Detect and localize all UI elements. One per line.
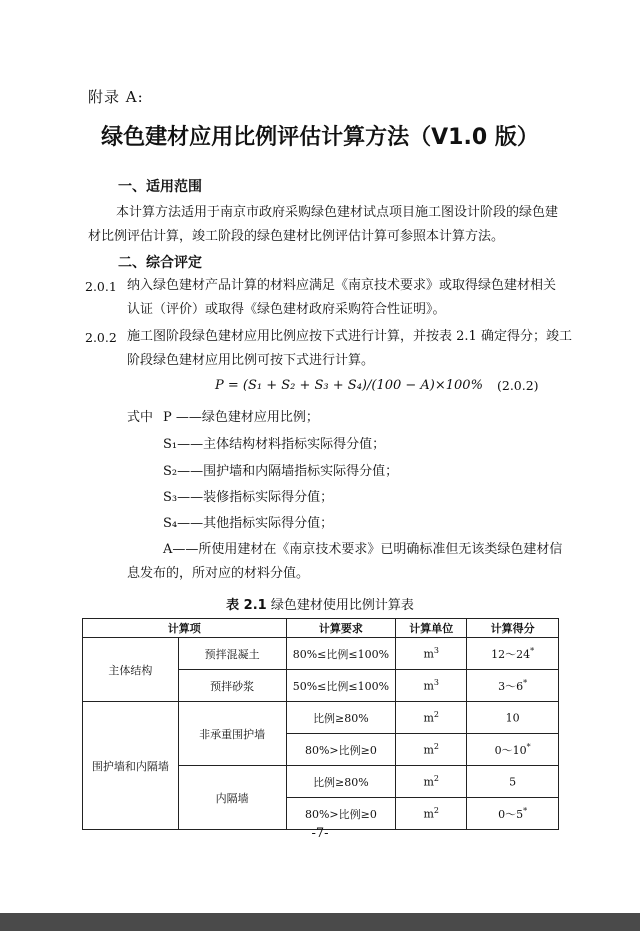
definition-a: A——所使用建材在《南京技术要求》已明确标准但无该类绿色建材信 <box>163 542 563 557</box>
definition-s1: S₁——主体结构材料指标实际得分值； <box>163 437 386 452</box>
table-caption <box>0 594 640 613</box>
item2-line2: 阶段绿色建材应用比例可按下式进行计算。 <box>127 353 375 368</box>
header-item: 计算项 <box>83 619 287 638</box>
row-unit: $m^2$ <box>396 766 467 798</box>
definition-s2: S₂——围护墙和内隔墙指标实际得分值； <box>163 464 399 479</box>
item2-line1: 施工图阶段绿色建材应用比例应按下式进行计算，并按表 2.1 确定得分；竣工 <box>127 329 572 344</box>
row-unit: $m^3$ <box>396 638 467 670</box>
row-requirement: 比例≥80% <box>286 702 396 734</box>
section1-line2: 材比例评估计算，竣工阶段的绿色建材比例评估计算可参照本计算方法。 <box>88 229 505 244</box>
item2-number: 2.0.2 <box>85 330 117 345</box>
row-score: 10 <box>467 702 559 734</box>
row-requirement: 比例≥80% <box>286 766 396 798</box>
table-row <box>83 638 559 670</box>
definition-s3: S₃——装修指标实际得分值； <box>163 490 334 505</box>
section1-line1: 本计算方法适用于南京市政府采购绿色建材试点项目施工图设计阶段的绿色建 <box>116 205 559 220</box>
section1-heading: 一、适用范围 <box>118 179 202 195</box>
sub-nonbearing-wall: 非承重围护墙 <box>178 702 286 766</box>
sub-inner-wall: 内隔墙 <box>178 766 286 830</box>
row-unit: $m^2$ <box>396 702 467 734</box>
definition-s4: S₄——其他指标实际得分值； <box>163 516 334 531</box>
formula: P = (S₁ + S₂ + S₃ + S₄)/(100 − A)×100% <box>215 378 483 393</box>
row-item: 预拌砂浆 <box>178 670 286 702</box>
appendix-label: 附录 A: <box>88 88 144 106</box>
row-unit: $m^2$ <box>396 734 467 766</box>
header-requirement: 计算要求 <box>286 619 396 638</box>
page-title: 绿色建材应用比例评估计算方法（V1.0 版） <box>101 125 539 150</box>
section2-heading: 二、综合评定 <box>118 255 202 271</box>
header-score: 计算得分 <box>467 619 559 638</box>
item1-number: 2.0.1 <box>85 279 117 294</box>
score-table <box>82 618 559 830</box>
item1-line1: 纳入绿色建材产品计算的材料应满足《南京技术要求》或取得绿色建材相关 <box>127 278 557 293</box>
row-requirement: 80%≤比例≤100% <box>286 638 396 670</box>
row-unit: $m^3$ <box>396 670 467 702</box>
row-requirement: 50%≤比例≤100% <box>286 670 396 702</box>
group-walls: 围护墙和内隔墙 <box>83 702 179 830</box>
row-score: 3～6* <box>467 670 559 702</box>
table-header-row <box>83 619 559 638</box>
formula-number: (2.0.2) <box>497 378 539 393</box>
row-score: 12～24* <box>467 638 559 670</box>
item1-line2: 认证（评价）或取得《绿色建材政府采购符合性证明》。 <box>127 302 446 317</box>
table-caption-text: 绿色建材使用比例计算表 <box>270 598 414 613</box>
table-caption-number: 表 2.1 <box>226 598 267 613</box>
header-unit: 计算单位 <box>396 619 467 638</box>
row-score: 5 <box>467 766 559 798</box>
table-row <box>83 702 559 734</box>
row-requirement: 80%>比例≥0 <box>286 798 396 830</box>
row-unit: $m^2$ <box>396 798 467 830</box>
definition-a-cont: 息发布的，所对应的材料分值。 <box>127 566 310 581</box>
row-score: 0～5* <box>467 798 559 830</box>
page-number: -7- <box>311 826 329 841</box>
row-item: 预拌混凝土 <box>178 638 286 670</box>
definition-p: P ——绿色建材应用比例； <box>163 410 319 425</box>
row-score: 0～10* <box>467 734 559 766</box>
where-label: 式中 <box>127 410 154 425</box>
group-main-structure: 主体结构 <box>83 638 179 702</box>
row-requirement: 80%>比例≥0 <box>286 734 396 766</box>
